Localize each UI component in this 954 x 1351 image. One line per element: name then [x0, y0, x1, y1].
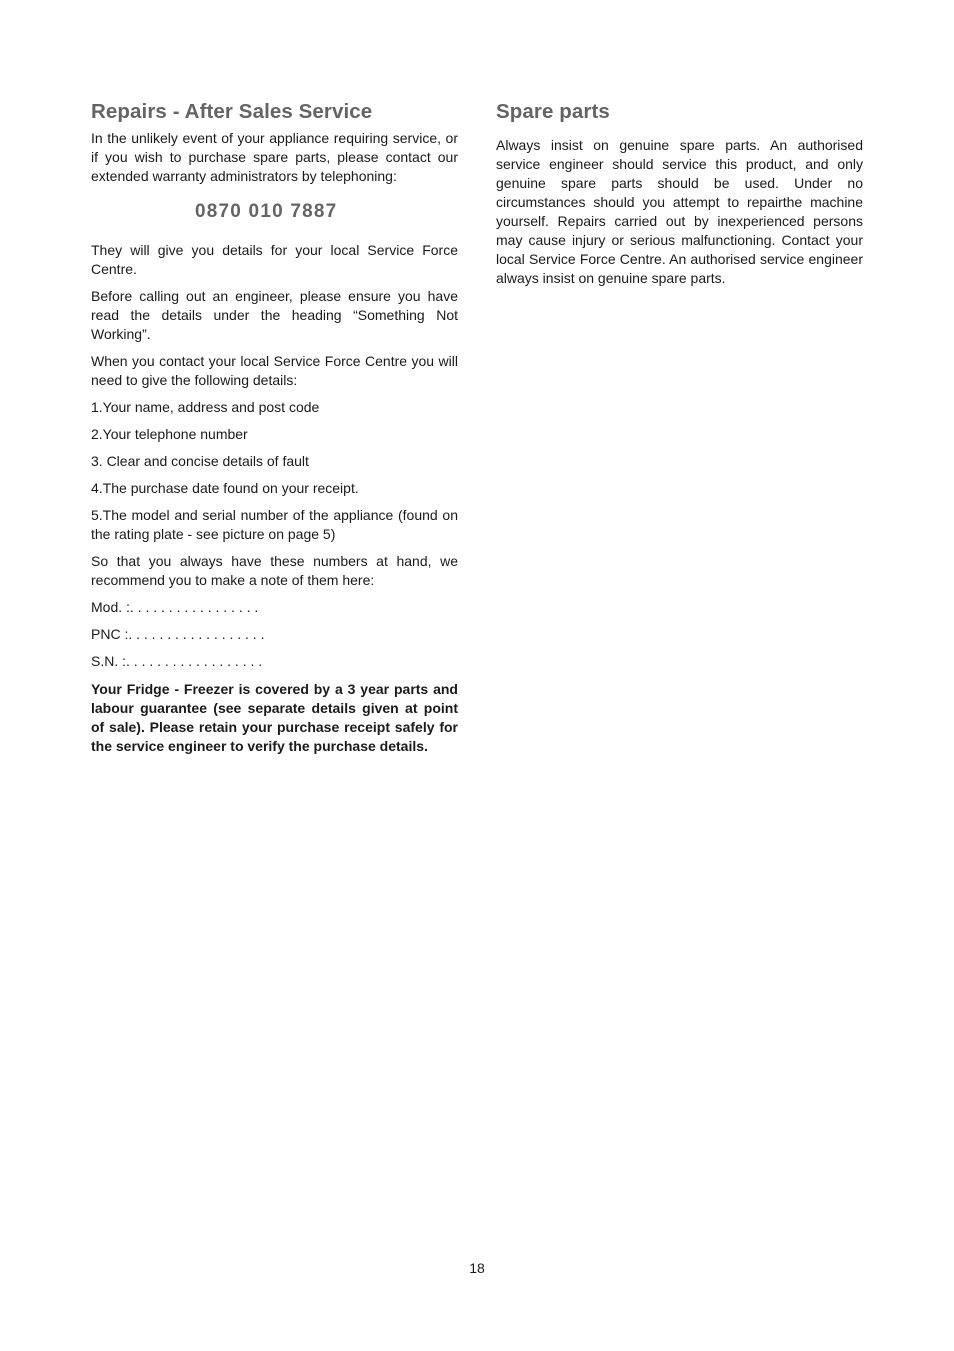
- repairs-heading: Repairs - After Sales Service: [91, 100, 373, 123]
- note-numbers-paragraph: So that you always have these numbers at hand, we recommend you to make a note of them here:: [91, 553, 458, 588]
- service-phone-number: 0870 010 7887: [195, 201, 338, 222]
- details-list-item-1: 1.Your name, address and post code: [91, 399, 320, 415]
- guarantee-notice: Your Fridge - Freezer is covered by a 3 year parts and labour guarantee (see separate details given at point of sale). Please retain your purchase receipt safely for the service engineer to verify the purchase details.: [91, 681, 458, 754]
- details-list-item-5: 5.The model and serial number of the appliance (found on the rating plate - see picture on page 5): [91, 507, 458, 542]
- serial-number-field: S.N. :. . . . . . . . . . . . . . . . . .: [91, 653, 263, 669]
- page-number: 18: [469, 1260, 485, 1276]
- details-list-item-2: 2.Your telephone number: [91, 426, 248, 442]
- spare-parts-heading: Spare parts: [496, 100, 610, 123]
- pnc-number-field: PNC :. . . . . . . . . . . . . . . . . .: [91, 626, 265, 642]
- spare-parts-section: [496, 98, 863, 288]
- before-calling-paragraph: Before calling out an engineer, please ensure you have read the details under the heading “Something Not Working”.: [91, 288, 458, 342]
- model-number-field: Mod. :. . . . . . . . . . . . . . . . .: [91, 599, 259, 615]
- contact-details-paragraph: When you contact your local Service Force Centre you will need to give the following details:: [91, 353, 458, 388]
- repairs-section: [91, 98, 458, 756]
- details-list-item-3: 3. Clear and concise details of fault: [91, 453, 309, 469]
- details-list-item-4: 4.The purchase date found on your receipt.: [91, 480, 359, 496]
- spare-parts-body: Always insist on genuine spare parts. An authorised service engineer should service this product, and only genuine spare parts should be used. Under no circumstances should you attempt to repairthe machine yourself. Repairs carried out by inexperienced persons may cause injury or serious malfunctioning. Contact your local Service Force Centre. An authorised service engineer always insist on genuine spare parts.: [496, 137, 863, 286]
- repairs-intro: In the unlikely event of your appliance requiring service, or if you wish to purchase spare parts, please contact our extended warranty administrators by telephoning:: [91, 130, 458, 184]
- service-force-paragraph: They will give you details for your local Service Force Centre.: [91, 242, 458, 277]
